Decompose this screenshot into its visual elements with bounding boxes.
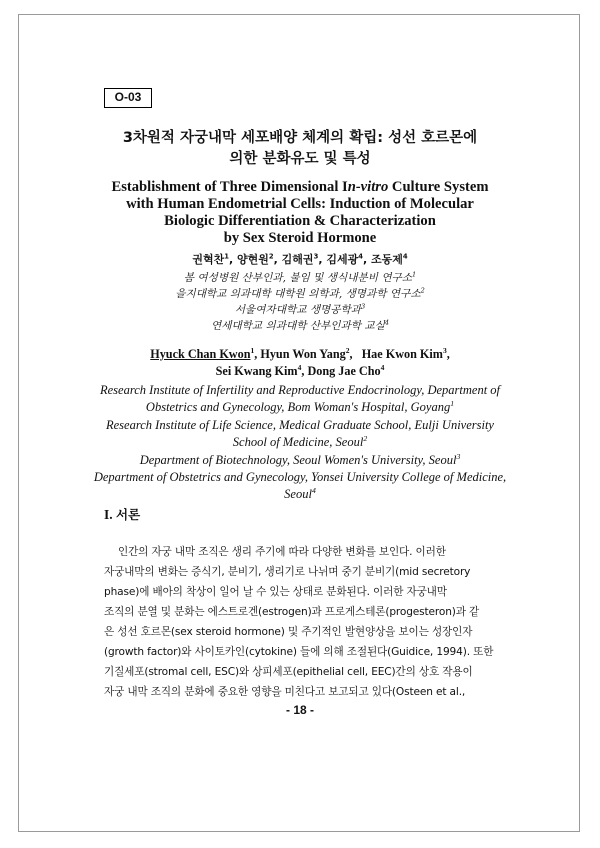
korean-author: 양현원 bbox=[237, 253, 269, 266]
body-line-2: 자궁내막의 변화는 증식기, 분비기, 생리기로 나뉘며 중기 분비기(mid secretory bbox=[104, 566, 471, 578]
author-superscript: 1 bbox=[250, 345, 255, 355]
english-author: Hyun Won Yang bbox=[260, 347, 346, 361]
section-title: 서론 bbox=[116, 507, 141, 522]
english-author: Hae Kwon Kim bbox=[361, 347, 443, 361]
english-title-prefix: Establishment of Three Dimensional I bbox=[111, 179, 348, 195]
affiliation-superscript: 1 bbox=[412, 270, 417, 279]
english-authors-line-2: Sei Kwang Kim$^4$, Dong Jae Cho$^4$ bbox=[215, 362, 385, 378]
english-affiliation-1 bbox=[96, 382, 504, 417]
english-title-line-2: with Human Endometrial Cells: Induction of Molecular bbox=[126, 196, 474, 212]
english-title-line-4: by Sex Steroid Hormone bbox=[223, 230, 377, 246]
english-title-line-3: Biologic Differentiation & Characterization bbox=[164, 213, 436, 229]
body-line-4: 조직의 분열 및 분화는 에스트로겐(estrogen)과 프로게스테론(progesteron)과 같 bbox=[104, 606, 480, 618]
affiliation-text: 연세대학교 의과대학 산부인과학 교실 bbox=[210, 320, 385, 332]
korean-affiliation-3 bbox=[60, 302, 540, 318]
author-superscript: 3 bbox=[442, 345, 447, 355]
affiliation-superscript: 2 bbox=[363, 434, 368, 444]
author-superscript: 2 bbox=[268, 252, 274, 261]
body-line-7: 기질세포(stromal cell, ESC)와 상피세포(epithelial cell, EEC)간의 상호 작용이 bbox=[104, 666, 473, 678]
body-line-8: 자궁 내막 조직의 분화에 중요한 영향을 미친다고 보고되고 있다(Osteen et al., bbox=[104, 686, 466, 698]
affiliation-text: Department of Biotechnology, Seoul Women's University, Seoul bbox=[139, 453, 457, 467]
english-author-presenting: Hyuck Chan Kwon bbox=[150, 347, 251, 361]
abstract-code-box: O-03 bbox=[104, 88, 152, 108]
affiliation-superscript: 3 bbox=[360, 302, 366, 311]
english-title-suffix: Culture System bbox=[388, 179, 489, 195]
body-line-6: (growth factor)와 사이토카인(cytokine) 들에 의해 조절된다(Guidice, 1994). 또한 bbox=[104, 646, 494, 658]
korean-title-line-2: 의한 분화유도 및 특성 bbox=[229, 151, 371, 167]
body-line-5: 은 성선 호르몬(sex steroid hormone) 및 주기적인 발현양상을 보이는 성장인자 bbox=[104, 626, 473, 638]
affiliation-text: 봄 여성병원 산부인과, 불임 및 생식내분비 연구소 bbox=[183, 272, 413, 284]
korean-author: 김해권 bbox=[281, 253, 314, 266]
affiliation-superscript: 3 bbox=[456, 451, 461, 461]
korean-author: 조동제 bbox=[370, 253, 403, 266]
english-title-italic: n-vitro bbox=[347, 179, 389, 195]
author-superscript: 4 bbox=[358, 252, 363, 261]
author-superscript: 4 bbox=[297, 362, 302, 372]
affiliation-superscript: 4 bbox=[311, 486, 316, 496]
english-affiliation-2 bbox=[96, 417, 504, 452]
korean-affiliation-4 bbox=[60, 318, 540, 334]
english-author: Sei Kwang Kim bbox=[215, 364, 298, 378]
korean-title-line-1: 3차원적 자궁내막 세포배양 체계의 확립: 성선 호르몬에 bbox=[122, 130, 478, 146]
affiliation-superscript: 1 bbox=[450, 399, 455, 409]
english-affiliation-3 bbox=[96, 452, 504, 469]
body-line-1: 인간의 자궁 내막 조직은 생리 주기에 따라 다양한 변화를 보인다. 이러한 bbox=[118, 546, 446, 558]
section-number: I. bbox=[104, 507, 113, 522]
affiliation-text: 서울여자대학교 생명공학과 bbox=[234, 304, 361, 316]
english-affiliation-4 bbox=[80, 469, 520, 504]
affiliation-text: 을지대학교 의과대학 대학원 의학과, 생명과학 연구소 bbox=[175, 288, 421, 300]
affiliation-text: Department of Obstetrics and Gynecology, Yonsei University College of Medicine, bbox=[93, 470, 507, 484]
affiliation-text: Research Institute of Life Science, Medical Graduate School, Eulji University bbox=[106, 418, 494, 432]
author-superscript: 3 bbox=[313, 252, 319, 261]
page-number: - 18 - bbox=[285, 703, 314, 717]
affiliation-text: Research Institute of Infertility and Reproductive Endocrinology, Department of bbox=[99, 383, 501, 397]
affiliation-superscript: 4 bbox=[384, 318, 390, 327]
author-superscript: 4 bbox=[380, 362, 385, 372]
english-authors-line-1: Hyuck Chan Kwon$^1$, Hyun Won Yang$^2$, Hae Kwon Kim$^3$, bbox=[150, 345, 450, 361]
section-heading bbox=[104, 505, 140, 523]
affiliation-superscript: 2 bbox=[420, 286, 425, 295]
body-line-3: phase)에 배아의 착상이 일어 날 수 있는 상태로 분화된다. 이러한 자궁내막 bbox=[104, 586, 447, 598]
korean-affiliation-2 bbox=[60, 286, 540, 302]
affiliation-text: School of Medicine, Seoul bbox=[232, 435, 364, 450]
korean-affiliation-1 bbox=[60, 270, 540, 286]
author-superscript: 4 bbox=[402, 252, 408, 261]
korean-authors: 권혁찬$^1$, 양현원$^2$, 김해권$^3$, 김세광$^4$, 조동제$^4$ bbox=[192, 252, 408, 266]
author-superscript: 2 bbox=[345, 345, 350, 355]
author-superscript: 1 bbox=[224, 252, 229, 261]
affiliation-text: Seoul bbox=[284, 487, 312, 502]
affiliation-text: Obstetrics and Gynecology, Bom Woman's Hospital, Goyang bbox=[145, 400, 451, 415]
korean-author: 권혁찬 bbox=[192, 253, 225, 266]
korean-author: 김세광 bbox=[326, 253, 359, 266]
english-title-line-1 bbox=[60, 179, 540, 196]
english-author: Dong Jae Cho bbox=[307, 364, 381, 378]
